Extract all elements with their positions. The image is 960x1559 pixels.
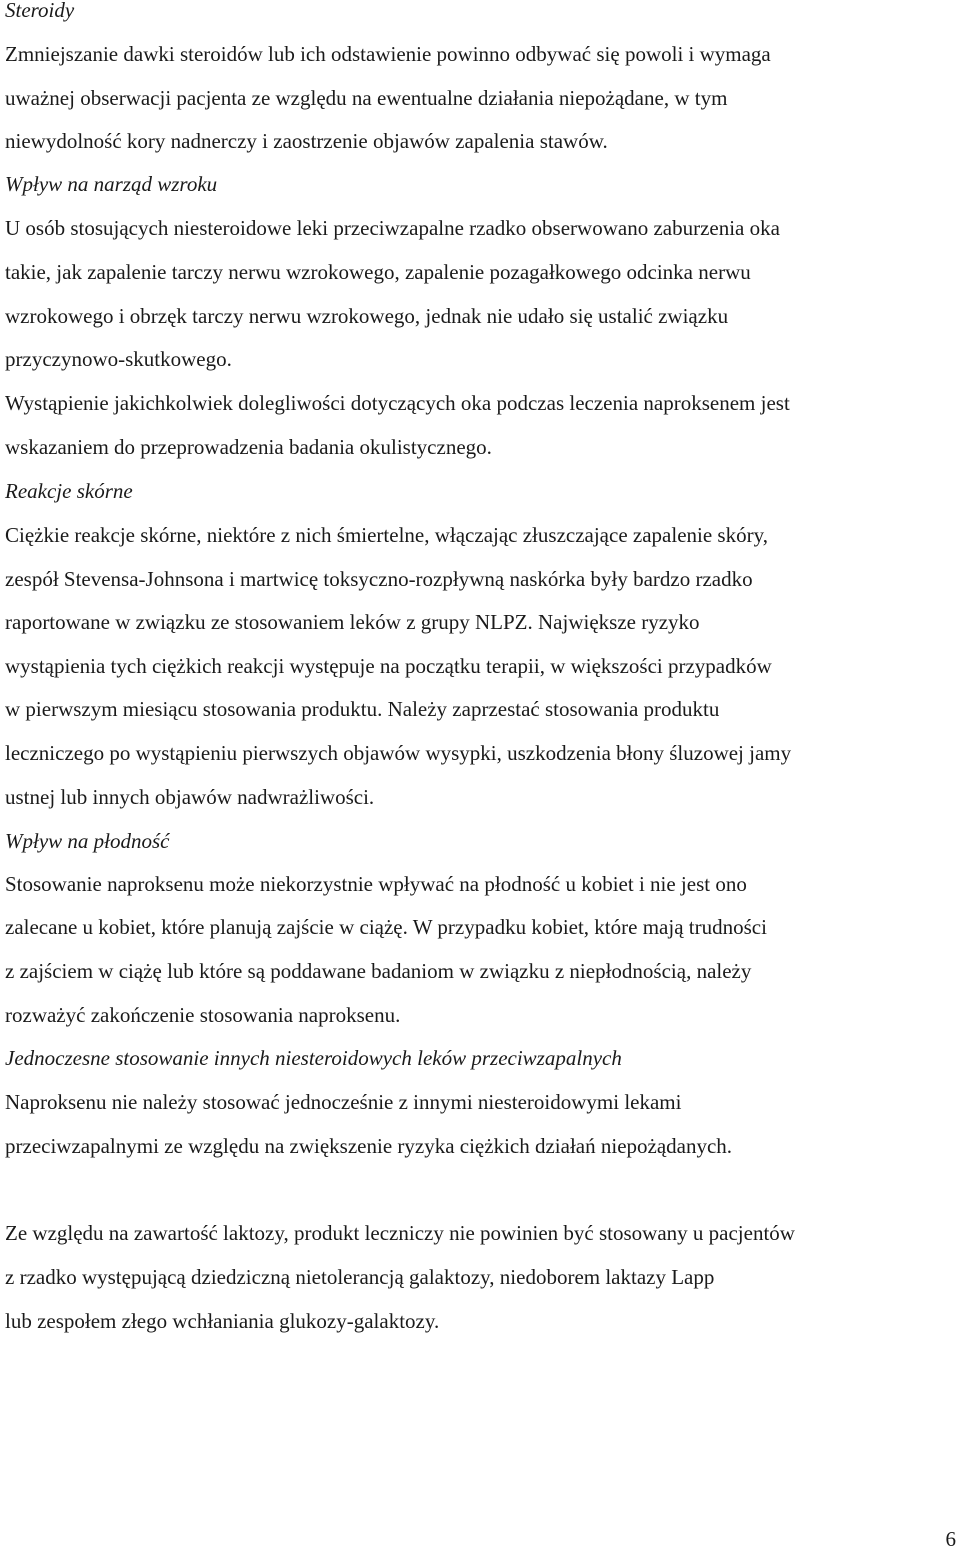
text-line: przyczynowo-skutkowego. (5, 347, 232, 371)
text-line: leczniczego po wystąpieniu pierwszych objawów wysypki, uszkodzenia błony śluzowej jamy (5, 741, 792, 765)
text-line: w pierwszym miesiącu stosowania produktu. Należy zaprzestać stosowania produktu (5, 697, 720, 721)
section-heading-eye: Wpływ na narząd wzroku (5, 172, 218, 196)
text-line: Stosowanie naproksenu może niekorzystnie wpływać na płodność u kobiet i nie jest ono (5, 872, 747, 896)
page-number: 6 (945, 1527, 956, 1551)
text-line: z zajściem w ciążę lub które są poddawane badaniom w związku z niepłodnością, należy (5, 959, 752, 983)
text-line: Naproksenu nie należy stosować jednocześnie z innymi niesteroidowymi lekami (5, 1090, 682, 1114)
text-line: niewydolność kory nadnerczy i zaostrzenie objawów zapalenia stawów. (5, 129, 608, 153)
text-line: Ze względu na zawartość laktozy, produkt leczniczy nie powinien być stosowany u pacjentów (5, 1221, 795, 1245)
text-line: zalecane u kobiet, które planują zajście w ciążę. W przypadku kobiet, które mają trudności (5, 915, 767, 939)
text-line: lub zespołem złego wchłaniania glukozy-galaktozy. (5, 1309, 440, 1333)
section-heading-nsaid: Jednoczesne stosowanie innych niesteroidowych leków przeciwzapalnych (5, 1046, 622, 1070)
text-line: wskazaniem do przeprowadzenia badania okulistycznego. (5, 435, 492, 459)
text-line: wystąpienia tych ciężkich reakcji występuje na początku terapii, w większości przypadków (5, 654, 772, 678)
text-line: ustnej lub innych objawów nadwrażliwości. (5, 785, 375, 809)
text-line: rozważyć zakończenie stosowania naproksenu. (5, 1003, 401, 1027)
text-line: zespół Stevensa-Johnsona i martwicę toksyczno-rozpływną naskórka były bardzo rzadko (5, 567, 753, 591)
text-line: Zmniejszanie dawki steroidów lub ich odstawienie powinno odbywać się powoli i wymaga (5, 42, 771, 66)
text-line: z rzadko występującą dziedziczną nietolerancją galaktozy, niedoborem laktazy Lapp (5, 1265, 715, 1289)
text-line: przeciwzapalnymi ze względu na zwiększenie ryzyka ciężkich działań niepożądanych. (5, 1134, 733, 1158)
text-line: wzrokowego i obrzęk tarczy nerwu wzrokowego, jednak nie udało się ustalić związku (5, 304, 729, 328)
text-line: raportowane w związku ze stosowaniem leków z grupy NLPZ. Największe ryzyko (5, 610, 700, 634)
text-line: Wystąpienie jakichkolwiek dolegliwości dotyczących oka podczas leczenia naproksenem jest (5, 391, 790, 415)
section-heading-skin: Reakcje skórne (5, 479, 133, 503)
section-heading-fertility: Wpływ na płodność (5, 829, 170, 853)
text-line: takie, jak zapalenie tarczy nerwu wzrokowego, zapalenie pozagałkowego odcinka nerwu (5, 260, 751, 284)
text-line: Ciężkie reakcje skórne, niektóre z nich śmiertelne, włączając złuszczające zapalenie skóry, (5, 523, 768, 547)
section-heading-steroidy: Steroidy (5, 0, 75, 22)
text-line: U osób stosujących niesteroidowe leki przeciwzapalne rzadko obserwowano zaburzenia oka (5, 216, 780, 240)
text-line: uważnej obserwacji pacjenta ze względu na ewentualne działania niepożądane, w tym (5, 86, 728, 110)
